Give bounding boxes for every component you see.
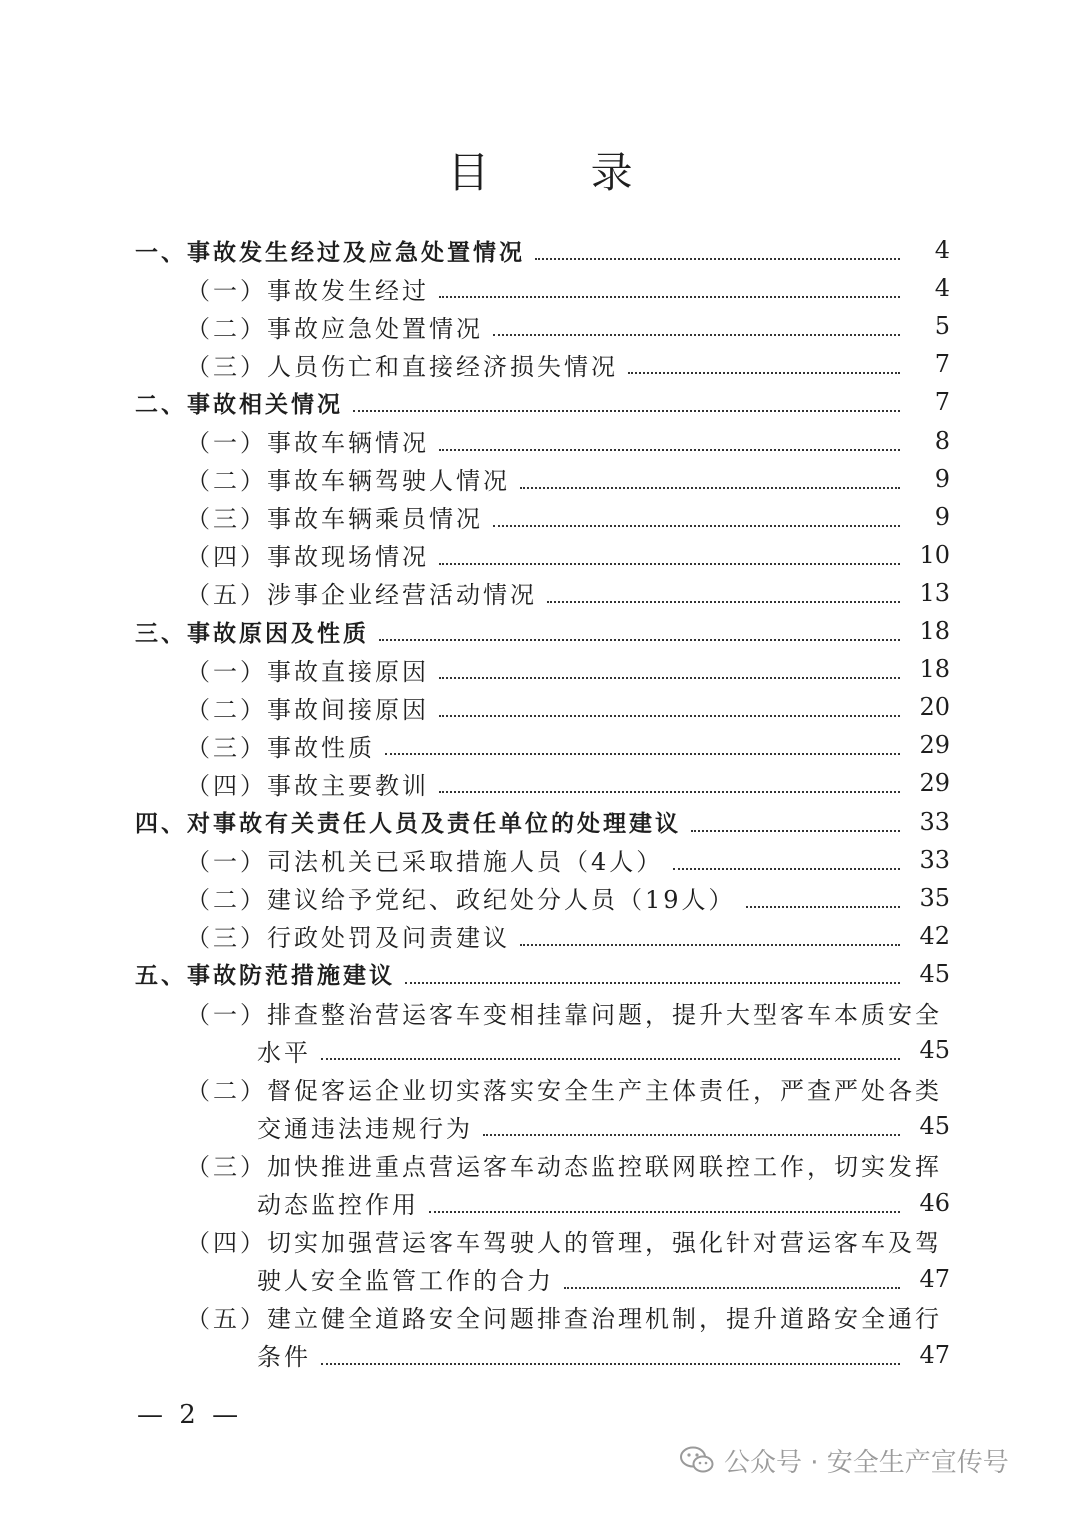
toc-entry-label: （四）事故现场情况: [186, 543, 429, 572]
dot-leader: [520, 477, 900, 489]
toc-page-number: 35: [919, 883, 950, 912]
toc-page-number: 47: [919, 1340, 950, 1369]
toc-entry-label: （一）事故发生经过: [186, 276, 429, 305]
dot-leader: [353, 400, 900, 412]
toc-entry-label: （二）事故应急处置情况: [186, 314, 483, 343]
toc-entry-label: （三）行政处罚及问责建议: [186, 924, 510, 953]
toc-entry-label: 三、事故原因及性质: [135, 620, 369, 647]
toc-entry[interactable]: [0, 1260, 1080, 1298]
toc-entry-label-continued: 条件: [257, 1343, 311, 1372]
toc-page-number: 29: [919, 731, 950, 760]
toc-entry-label: 四、对事故有关责任人员及责任单位的处理建议: [135, 811, 681, 837]
toc-page-number: 9: [934, 502, 950, 531]
toc-section[interactable]: [0, 955, 1080, 993]
toc-page-number: 45: [919, 1036, 950, 1065]
toc-entry-label: 二、事故相关情况: [135, 391, 343, 418]
toc-entry[interactable]: [0, 1336, 1080, 1374]
dot-leader: [439, 667, 900, 679]
toc-entry[interactable]: [0, 536, 1080, 574]
toc-page-number: 13: [919, 578, 950, 607]
toc-section[interactable]: [0, 231, 1080, 269]
toc-page-number: 42: [919, 921, 950, 950]
toc-page-number: 18: [919, 617, 950, 645]
toc-entry[interactable]: [0, 574, 1080, 612]
toc-section[interactable]: [0, 612, 1080, 650]
toc-entry-label: （四）事故主要教训: [186, 771, 429, 800]
toc-entry-label-continued: 驶人安全监管工作的合力: [257, 1267, 554, 1296]
dot-leader: [746, 896, 900, 908]
toc-page-number: 5: [934, 312, 950, 341]
toc-entry-label: （一）事故车辆情况: [186, 429, 429, 457]
toc-entry-label: （二）督促客运企业切实落实安全生产主体责任，严查严处各类: [186, 1076, 942, 1105]
toc-entry-label: （二）事故车辆驾驶人情况: [186, 467, 510, 496]
toc-page-number: 29: [919, 769, 950, 798]
dot-leader: [673, 858, 900, 870]
wechat-icon: [680, 1446, 714, 1474]
dot-leader: [691, 820, 900, 832]
toc-entry[interactable]: [0, 269, 1080, 307]
toc-entry-label: （二）建议给予党纪、政纪处分人员（19人）: [186, 886, 736, 915]
toc-entry-label: （三）事故车辆乘员情况: [186, 505, 483, 534]
toc-entry[interactable]: [0, 1031, 1080, 1069]
dot-leader: [483, 1124, 900, 1136]
toc-page-number: 46: [919, 1188, 950, 1217]
dot-leader: [628, 362, 900, 374]
dot-leader: [321, 1048, 900, 1060]
toc-entry-label: （一）排查整治营运客车变相挂靠问题，提升大型客车本质安全: [186, 1000, 942, 1029]
toc-entry[interactable]: [0, 498, 1080, 536]
dot-leader: [429, 1201, 900, 1213]
toc-entry-label: （一）司法机关已采取措施人员（4人）: [186, 848, 664, 877]
toc-entry-label: （五）建立健全道路安全问题排查治理机制，提升道路安全通行: [186, 1305, 942, 1334]
toc-entry[interactable]: [0, 688, 1080, 726]
toc-page-number: 7: [934, 388, 950, 417]
toc-entry[interactable]: [0, 879, 1080, 917]
toc-entry-label-continued: 交通违法违规行为: [257, 1114, 473, 1143]
toc-page-number: 33: [919, 807, 950, 836]
toc-entry-label: （三）加快推进重点营运客车动态监控联网联控工作，切实发挥: [186, 1152, 942, 1181]
page-number: — 2 —: [137, 1400, 243, 1430]
toc-entry[interactable]: [0, 460, 1080, 498]
toc-page-number: 9: [934, 464, 950, 493]
toc-entry-label: （五）涉事企业经营活动情况: [186, 581, 537, 610]
toc-page-number: 4: [934, 236, 950, 264]
dot-leader: [385, 743, 900, 755]
watermark-text: 公众号 · 安全生产宣传号: [724, 1447, 1009, 1478]
toc-page-number: 4: [934, 274, 950, 303]
toc-entry-label: 五、事故防范措施建议: [135, 963, 395, 990]
toc-page-number: 8: [934, 426, 950, 455]
toc-page-number: 45: [919, 1112, 950, 1141]
dot-leader: [439, 439, 900, 451]
toc-entry[interactable]: [0, 307, 1080, 345]
toc-page-number: 33: [919, 845, 950, 874]
toc-entry-label: （二）事故间接原因: [186, 695, 429, 724]
toc-page-number: 18: [919, 655, 950, 684]
toc-page-number: 47: [919, 1264, 950, 1293]
toc-page-number: 7: [934, 350, 950, 379]
dot-leader: [535, 248, 900, 260]
toc-section[interactable]: [0, 383, 1080, 421]
toc-entry[interactable]: [0, 841, 1080, 879]
dot-leader: [520, 934, 900, 946]
toc-entry[interactable]: [0, 1107, 1080, 1145]
toc-entry-label: 一、事故发生经过及应急处置情况: [135, 239, 525, 266]
toc-page-number: 10: [919, 540, 950, 569]
toc-entry[interactable]: [0, 726, 1080, 764]
toc-entry-label: （四）切实加强营运客车驾驶人的管理，强化针对营运客车及驾: [186, 1229, 942, 1258]
dot-leader: [321, 1353, 900, 1365]
toc-entry-label-continued: 水平: [257, 1038, 311, 1067]
dot-leader: [379, 629, 900, 641]
dot-leader: [564, 1277, 900, 1289]
toc-entry-label: （一）事故直接原因: [186, 657, 429, 686]
dot-leader: [439, 705, 900, 717]
dot-leader: [405, 972, 900, 984]
dot-leader: [439, 286, 900, 298]
toc-entry[interactable]: [0, 422, 1080, 460]
toc-entry[interactable]: [0, 764, 1080, 802]
toc-entry[interactable]: [0, 650, 1080, 688]
toc-entry-label: （三）事故性质: [186, 733, 375, 762]
toc-entry-label: （三）人员伤亡和直接经济损失情况: [186, 352, 618, 381]
toc-entry-label-continued: 动态监控作用: [257, 1191, 419, 1219]
dot-leader: [439, 553, 900, 565]
watermark: [680, 1440, 1009, 1480]
toc-page-number: 20: [919, 693, 950, 722]
dot-leader: [547, 591, 900, 603]
dot-leader: [439, 781, 900, 793]
toc-section[interactable]: [0, 803, 1080, 841]
toc-entry[interactable]: [0, 1184, 1080, 1222]
dot-leader: [493, 515, 900, 527]
toc-entry[interactable]: [0, 345, 1080, 383]
toc-entry[interactable]: [0, 917, 1080, 955]
page-title: 目 录: [447, 148, 677, 197]
toc-page-number: 45: [919, 959, 950, 988]
dot-leader: [493, 324, 900, 336]
